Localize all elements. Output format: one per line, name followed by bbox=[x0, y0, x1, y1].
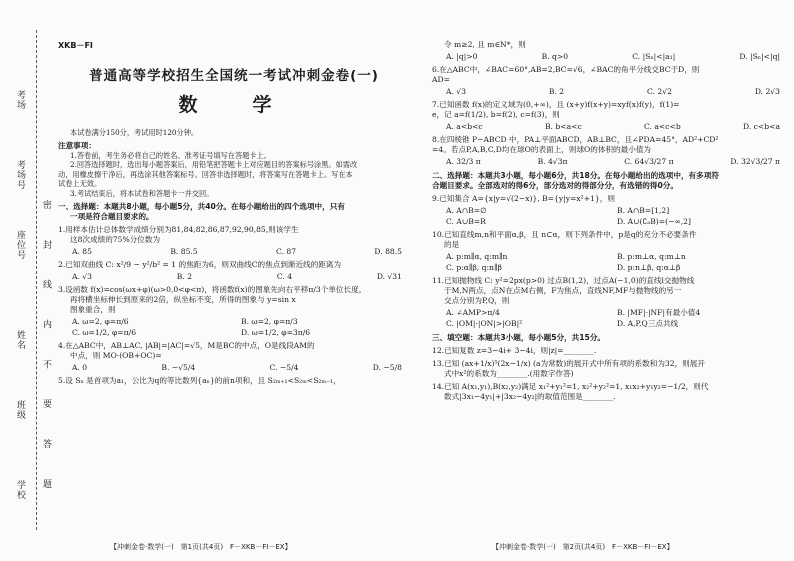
subject-title: 数 学 bbox=[178, 94, 290, 116]
q8-option-d: D. 32√3/27 π bbox=[730, 157, 780, 167]
seat-label: 座位号 bbox=[15, 230, 25, 260]
note-1: 1.答卷前，考生务必将自己的姓名、准考证号填写在答题卡上。 bbox=[70, 150, 271, 160]
q9-option-a: A. A∩B=∅ bbox=[446, 206, 487, 216]
q6-option-a: A. √3 bbox=[446, 87, 466, 97]
q8-stem-a: 8.在四棱锥 P−ABCD 中，PA⊥平面ABCD，AB⊥BC，且∠PDA=45°，AD²+CD² bbox=[432, 135, 719, 145]
note-2a: 2.回答选择题时，选出每小题答案后，用铅笔把答题卡上对应题目的答案标号涂黑。如需改 bbox=[70, 160, 358, 170]
q10-stem-a: 10.已知直线m,n和平面α,β，且 n⊂α，则下列条件中，p是q的充分不必要条件 bbox=[432, 230, 697, 240]
school-label: 学校 bbox=[15, 480, 25, 500]
q7-option-d: D. c<b<a bbox=[742, 122, 780, 132]
q11-stem-c: 交点分别为P,Q，则 bbox=[444, 296, 510, 306]
q1-option-c: C. 87 bbox=[276, 247, 297, 257]
q10-option-a: A. p:m∥α, q:m∥n bbox=[446, 252, 508, 262]
q2-option-b: B. 2 bbox=[176, 272, 193, 282]
q4-option-d: D. −5/8 bbox=[372, 363, 402, 373]
section-1-heading: 一、选择题：本题共8小题，每小题5分，共40分。在每小题给出的四个选项中，只有 bbox=[58, 202, 345, 212]
q4-option-a: A. 0 bbox=[72, 363, 88, 373]
q8-option-a: A. 32/3 π bbox=[446, 157, 481, 167]
question-12 bbox=[432, 346, 788, 356]
notes-heading: 注意事项： bbox=[58, 140, 96, 150]
q3-option-c: C. ω=1/2, φ=π/6 bbox=[72, 328, 137, 338]
q4-stem-a: 4.在△ABC中，AB⊥AC, |AB|=|AC|=√5，M是BC的中点，O是线段AM的 bbox=[58, 341, 315, 351]
footer-left: 【冲刺金卷·数学(一) 第1页(共4页) F－XKB－FI－EX】 bbox=[110, 543, 292, 551]
q5-option-a: A. |q|>0 bbox=[446, 52, 478, 62]
q7-stem-b: e，记 a=f(1/2), b=f(2), c=f(3)，则 bbox=[432, 110, 560, 120]
q9-option-d: D. A∪(∁ₐB)=(−∞,2] bbox=[617, 217, 691, 227]
question-4 bbox=[58, 341, 410, 373]
footer-right: 【冲刺金卷·数学(一) 第2页(共4页) F－XKB－FI－EX】 bbox=[492, 543, 674, 551]
question-6 bbox=[432, 65, 788, 97]
note-3: 3.考试结束后，将本试卷和答题卡一并交回。 bbox=[70, 188, 214, 198]
question-13 bbox=[432, 359, 788, 379]
q3-stem-b: 再将横坐标伸长到原来的2倍，纵坐标不变，所得的图象与 y=sin x bbox=[70, 295, 296, 305]
q3-stem-a: 3.设函数 f(x)=cos(ωx+φ)(ω>0,0<φ<π)，将函数f(x)的图象先向右平移π/3个单位长度， bbox=[58, 285, 367, 295]
q10-stem-b: 的是 bbox=[444, 240, 460, 250]
q4-option-c: C. −5/4 bbox=[269, 363, 299, 373]
paper-code: XKB－FI bbox=[58, 41, 93, 50]
q2-option-c: C. 4 bbox=[276, 272, 293, 282]
section-3-heading: 三、填空题：本题共3小题，每小题5分，共15分。 bbox=[432, 333, 606, 343]
q11-option-b: B. |MF|·|NF|有最小值4 bbox=[617, 308, 701, 318]
q5-option-c: C. |Sₙ|<|a₁| bbox=[632, 52, 676, 62]
q11-stem-a: 11.已知抛物线 C: y²=2px(p>0) 过点B(1,2)，过点A(−1,0)的直线l交抛物线 bbox=[432, 276, 695, 286]
q9-option-c: C. A∪B=R bbox=[446, 217, 486, 227]
question-14 bbox=[432, 382, 788, 402]
q1-option-b: B. 85.5 bbox=[170, 247, 198, 257]
q5-option-d: D. |Sₙ|<|q| bbox=[739, 52, 780, 62]
q1-option-a: A. 85 bbox=[72, 247, 92, 257]
q6-option-d: D. 2√3 bbox=[754, 87, 780, 97]
q10-option-c: C. p:α∥β, q:n∥β bbox=[446, 263, 502, 273]
binding-strip bbox=[0, 0, 58, 561]
exam-room-label: 考场 bbox=[15, 90, 25, 110]
q6-option-c: C. 2√2 bbox=[647, 87, 672, 97]
question-10 bbox=[432, 230, 788, 273]
q1-stem-a: 1.用样本估计总体数学成绩分别为81,84,82,86,87,92,90,85,则该学生 bbox=[58, 225, 299, 235]
q6-stem-a: 6.在△ABC中，∠BAC=60°,AB=2,BC=√6，∠BAC的角平分线交BC于D，则 bbox=[432, 65, 700, 75]
right-column bbox=[432, 40, 788, 402]
q3-option-b: B. ω=2, φ=π/3 bbox=[241, 317, 298, 327]
question-3 bbox=[58, 285, 410, 338]
q13-stem-a: 13.已知 (ax+1/x)⁵(2x−1/x) (a为常数)的展开式中所有项的系数和为32，则展开 bbox=[432, 359, 705, 369]
name-label: 姓名 bbox=[15, 330, 25, 350]
q8-option-c: C. 64√3/27 π bbox=[624, 157, 674, 167]
q7-stem-a: 7.已知函数 f(x)的定义域为(0,+∞)，且 (x+y)f(x+y)=xyf(x)f(y)，f(1)= bbox=[432, 100, 680, 110]
q11-option-c: C. |OM|·|ON|>|OB|² bbox=[446, 319, 523, 329]
q14-stem-a: 14.已知 A(x₁,y₁),B(x₂,y₂)满足 x₁²+y₁²=1, x₂²+y₂²=1, x₁x₂+y₁y₂=−1/2，则代 bbox=[432, 382, 709, 392]
q14-stem-b: 数式|3x₁−4y₁|+|3x₂−4y₂|的取值范围是________. bbox=[444, 392, 616, 402]
q11-stem-b: 于M,N两点，点N在点M右侧，F为焦点，直线NF,MF与抛物线的另一 bbox=[444, 286, 682, 296]
q2-stem: 2.已知双曲线 C: x²/9 − y²/b² = 1 的焦距为6，则双曲线C的焦点到渐近线的距离为 bbox=[58, 260, 342, 270]
intro-text: 本试卷满分150分，考试用时120分钟。 bbox=[70, 128, 199, 137]
section-2-heading-2: 合题目要求。全部选对的得6分，部分选对的得部分分，有选错的得0分。 bbox=[432, 181, 678, 191]
q12-stem: 12.已知复数 z=3−4i+ 3−4i，则|z|=________. bbox=[432, 346, 597, 356]
section-1-heading-2: 一项是符合题目要求的。 bbox=[70, 212, 154, 222]
q5-option-b: B. q>0 bbox=[541, 52, 569, 62]
q4-stem-b: 中点，则 MO·(OB+OC)= bbox=[70, 351, 162, 361]
q6-stem-b: AD= bbox=[432, 75, 450, 85]
q5-stem-b: 令 m≥2, 且 m∈N*，则 bbox=[444, 40, 526, 49]
question-5 bbox=[58, 376, 410, 386]
q8-stem-b: =4。若点P,A,B,C,D均在球O的表面上，则球O的体积的最小值为 bbox=[432, 145, 652, 155]
q7-option-c: C. a<c<b bbox=[643, 122, 681, 132]
q7-option-b: B. b<a<c bbox=[544, 122, 582, 132]
q6-option-b: B. 2 bbox=[548, 87, 565, 97]
q1-stem-b: 这8次成绩的75%分位数为 bbox=[70, 235, 161, 245]
q10-option-d: D. p:n⊥β, q:α⊥β bbox=[617, 263, 681, 273]
question-11 bbox=[432, 276, 788, 329]
q3-option-d: D. ω=1/2, φ=3π/6 bbox=[241, 328, 311, 338]
seal-text: 密 封 线 内 不 要 答 题 bbox=[41, 200, 51, 503]
class-label: 班级 bbox=[15, 400, 25, 420]
question-8 bbox=[432, 135, 788, 167]
q2-option-a: A. √3 bbox=[72, 272, 92, 282]
seal-line bbox=[36, 30, 37, 530]
note-2c: 试卷上无效。 bbox=[58, 179, 102, 189]
question-7 bbox=[432, 100, 788, 132]
exam-no-label: 考场号 bbox=[15, 160, 25, 190]
q3-stem-c: 图象重合，则 bbox=[70, 305, 116, 315]
q2-option-d: D. √31 bbox=[376, 272, 402, 282]
q9-stem: 9.已知集合 A={x|y=√(2−x)}, B={y|y=x²+1}，则 bbox=[432, 194, 615, 204]
question-1 bbox=[58, 225, 410, 257]
q5-stem: 5.设 Sₙ 是首项为a₁，公比为q的等比数列{aₙ}的前n项和，且 S₂ₘ₊₁<S₂ₘ<S₂ₘ₋₁， bbox=[58, 376, 341, 386]
question-9 bbox=[432, 194, 788, 227]
question-2 bbox=[58, 260, 410, 282]
q7-option-a: A. a<b<c bbox=[446, 122, 483, 132]
notes-block bbox=[58, 141, 410, 199]
q10-option-b: B. p:m⊥α, q:m⊥n bbox=[617, 252, 686, 262]
q8-option-b: B. 4√3π bbox=[537, 157, 568, 167]
left-column bbox=[58, 128, 410, 386]
q13-stem-b: 式中x²的系数为________.(用数字作答) bbox=[444, 369, 574, 379]
q11-option-a: A. ∠AMP>π/4 bbox=[446, 308, 500, 318]
question-5-cont bbox=[432, 40, 788, 62]
q11-option-d: D. A,P,Q三点共线 bbox=[617, 319, 679, 329]
q9-option-b: B. A∩B=[1,2] bbox=[617, 206, 670, 216]
section-2-heading: 二、选择题：本题共3小题，每小题6分，共18分。在每小题给出的选项中，有多项符 bbox=[432, 171, 719, 181]
note-2b: 动，用橡皮擦干净后，再选涂其他答案标号。回答非选择题时，将答案写在答题卡上。写在本 bbox=[58, 169, 353, 179]
paper-title: 普通高等学校招生全国统一考试冲刺金卷(一) bbox=[89, 68, 379, 84]
q4-option-b: B. −√5/4 bbox=[161, 363, 196, 373]
q1-option-d: D. 88.5 bbox=[374, 247, 402, 257]
q3-option-a: A. ω=2, φ=π/6 bbox=[72, 317, 129, 327]
